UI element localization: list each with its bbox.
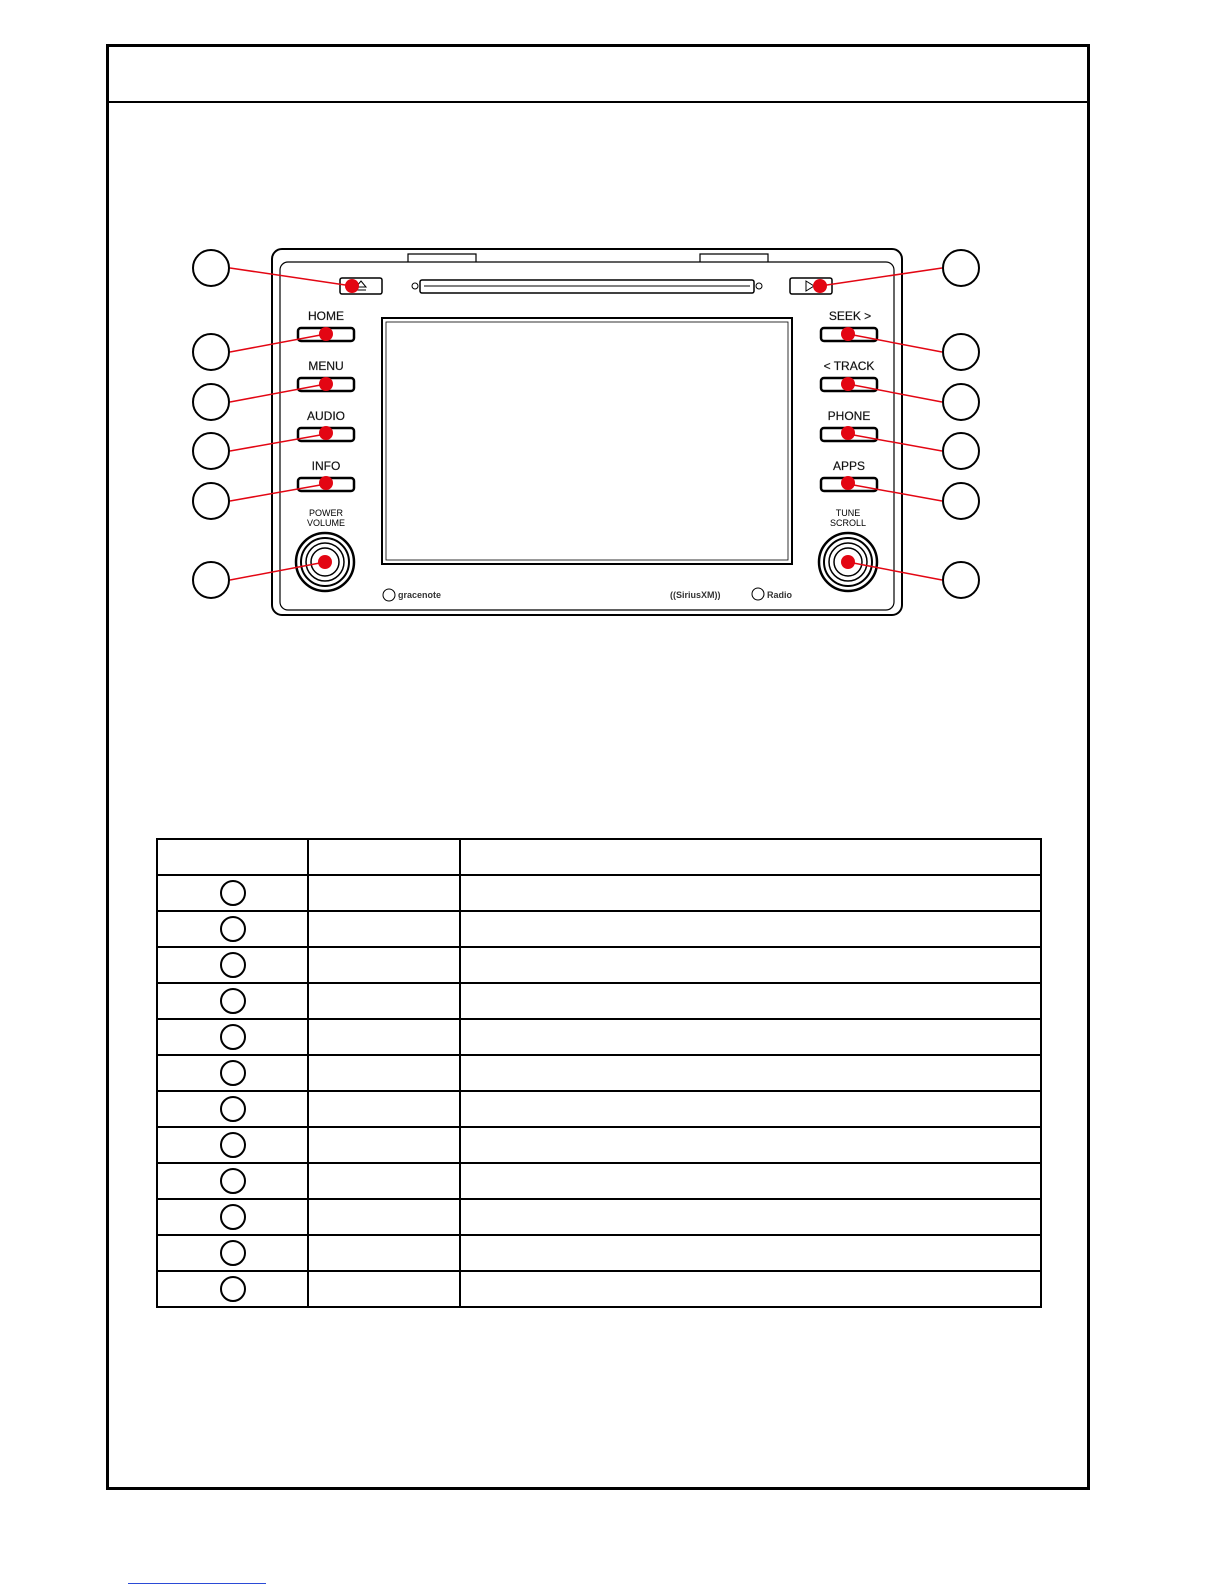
row-description-cell — [460, 1127, 1041, 1163]
marker-tune-scroll — [841, 555, 855, 569]
header-name — [308, 839, 460, 875]
row-number-circle — [220, 1096, 246, 1122]
row-number-circle — [220, 916, 246, 942]
audio-label: AUDIO — [306, 409, 346, 423]
row-number-circle — [220, 1204, 246, 1230]
siriusxm-logo: ((SiriusXM)) — [670, 590, 721, 600]
row-description-cell — [460, 947, 1041, 983]
callout-circle-eject — [193, 250, 229, 286]
row-number-cell — [157, 1235, 308, 1271]
info-label: INFO — [311, 459, 341, 473]
callout-circle-power-volume — [193, 562, 229, 598]
table-row — [157, 1091, 1041, 1127]
table-row — [157, 911, 1041, 947]
scroll-label: SCROLL — [829, 518, 867, 528]
row-description-cell — [460, 1235, 1041, 1271]
row-number-circle — [220, 1024, 246, 1050]
row-name-cell — [308, 1019, 460, 1055]
row-number-circle — [220, 1132, 246, 1158]
row-number-circle — [220, 988, 246, 1014]
table-row — [157, 1019, 1041, 1055]
table-header-row — [157, 839, 1041, 875]
row-number-cell — [157, 875, 308, 911]
table-row — [157, 1235, 1041, 1271]
row-name-cell — [308, 947, 460, 983]
row-name-cell — [308, 1127, 460, 1163]
row-number-circle — [220, 1240, 246, 1266]
row-description-cell — [460, 1091, 1041, 1127]
seek-label: SEEK > — [828, 309, 872, 323]
callout-circle-track — [943, 384, 979, 420]
marker-power-volume — [318, 555, 332, 569]
home-label: HOME — [308, 309, 344, 323]
callout-circle-apps — [943, 483, 979, 519]
table-body — [157, 875, 1041, 1307]
marker-track — [841, 377, 855, 391]
row-number-cell — [157, 1163, 308, 1199]
row-number-cell — [157, 1127, 308, 1163]
row-number-cell — [157, 1019, 308, 1055]
callout-circle-menu — [193, 384, 229, 420]
power-label: POWER — [308, 508, 344, 518]
svg-text:Radio: Radio — [767, 590, 793, 600]
row-number-circle — [220, 1168, 246, 1194]
row-number-circle — [220, 1060, 246, 1086]
marker-seek — [841, 327, 855, 341]
header-description — [460, 839, 1041, 875]
menu-label: MENU — [308, 359, 344, 373]
row-number-cell — [157, 1271, 308, 1307]
row-number-circle — [220, 880, 246, 906]
track-label: < TRACK — [823, 359, 875, 373]
row-description-cell — [460, 1271, 1041, 1307]
row-number-cell — [157, 1199, 308, 1235]
apps-label: APPS — [832, 459, 866, 473]
marker-info — [319, 476, 333, 490]
table-row — [157, 947, 1041, 983]
callout-circle-phone — [943, 433, 979, 469]
row-description-cell — [460, 1055, 1041, 1091]
header-number — [157, 839, 308, 875]
row-number-cell — [157, 1055, 308, 1091]
tune-label: TUNE — [835, 508, 861, 518]
marker-apps — [841, 476, 855, 490]
row-description-cell — [460, 1163, 1041, 1199]
table-row — [157, 1163, 1041, 1199]
row-name-cell — [308, 1199, 460, 1235]
callout-circle-audio — [193, 433, 229, 469]
marker-audio — [319, 426, 333, 440]
footer-link-underline[interactable] — [128, 1583, 266, 1584]
table-row — [157, 1055, 1041, 1091]
display-screen[interactable] — [382, 318, 792, 564]
callout-circle-play-pause — [943, 250, 979, 286]
row-number-cell — [157, 983, 308, 1019]
table-row — [157, 1271, 1041, 1307]
table-row — [157, 1199, 1041, 1235]
row-name-cell — [308, 875, 460, 911]
row-name-cell — [308, 1091, 460, 1127]
callout-circle-tune-scroll — [943, 562, 979, 598]
callout-circle-home — [193, 334, 229, 370]
phone-label: PHONE — [827, 409, 871, 423]
volume-label: VOLUME — [306, 518, 346, 528]
row-description-cell — [460, 1019, 1041, 1055]
row-name-cell — [308, 1055, 460, 1091]
row-name-cell — [308, 911, 460, 947]
row-description-cell — [460, 983, 1041, 1019]
row-name-cell — [308, 1271, 460, 1307]
table-row — [157, 1127, 1041, 1163]
row-name-cell — [308, 1235, 460, 1271]
marker-phone — [841, 426, 855, 440]
marker-menu — [319, 377, 333, 391]
marker-eject — [345, 279, 359, 293]
row-description-cell — [460, 1199, 1041, 1235]
table-row — [157, 875, 1041, 911]
row-name-cell — [308, 1163, 460, 1199]
row-number-cell — [157, 911, 308, 947]
marker-play-pause — [813, 279, 827, 293]
row-description-cell — [460, 911, 1041, 947]
row-name-cell — [308, 983, 460, 1019]
callout-circle-seek — [943, 334, 979, 370]
row-number-cell — [157, 1091, 308, 1127]
marker-home — [319, 327, 333, 341]
row-description-cell — [460, 875, 1041, 911]
row-number-cell — [157, 947, 308, 983]
row-number-circle — [220, 1276, 246, 1302]
callout-circle-info — [193, 483, 229, 519]
controls-table — [156, 838, 1042, 1308]
row-number-circle — [220, 952, 246, 978]
svg-text:gracenote: gracenote — [398, 590, 442, 600]
table-row — [157, 983, 1041, 1019]
